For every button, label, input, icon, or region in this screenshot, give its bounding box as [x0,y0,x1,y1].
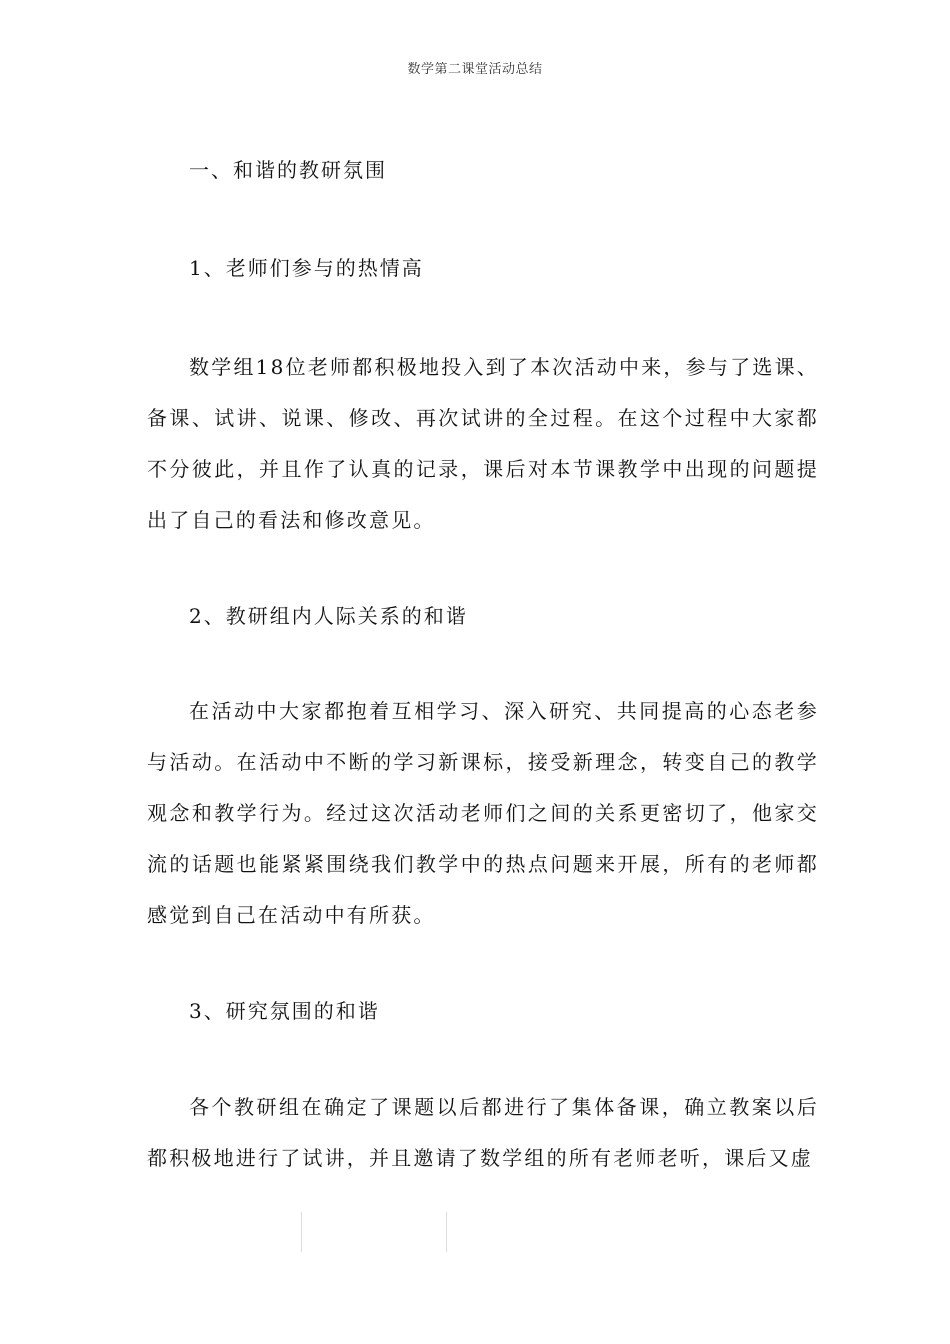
page-header-title: 数学第二课堂活动总结 [407,62,543,77]
paragraph-3: 各个教研组在确定了课题以后都进行了集体备课，确立教案以后都积极地进行了试讲，并且邀请了数学组的所有老师老听，课后又虚 [147,1095,819,1170]
subsection-heading-2: 2、教研组内人际关系的和谐 [189,604,468,628]
divider-line [446,1212,447,1252]
paragraph-2: 在活动中大家都抱着互相学习、深入研究、共同提高的心态老参与活动。在活动中不断的学习新课标，接受新理念，转变自己的教学观念和教学行为。经过这次活动老师们之间的关系更密切了，他家交流的话题也能紧紧围绕我们教学中的热点问题来开展，所有的老师都感觉到自己在活动中有所获。 [147,699,819,927]
footer-divider-marks [0,1212,950,1252]
subsection-heading-1: 1、老师们参与的热情高 [189,256,424,280]
section-heading-main: 一、和谐的教研氛围 [189,158,387,182]
subsection-heading-3: 3、研究氛围的和谐 [189,999,380,1023]
document-body [147,150,819,1184]
divider-line [301,1212,302,1252]
paragraph-1: 数学组18位老师都积极地投入到了本次活动中来，参与了选课、备课、试讲、说课、修改、再次试讲的全过程。在这个过程中大家都不分彼此，并且作了认真的记录，课后对本节课教学中出现的问题提出了自己的看法和修改意见。 [147,355,819,532]
